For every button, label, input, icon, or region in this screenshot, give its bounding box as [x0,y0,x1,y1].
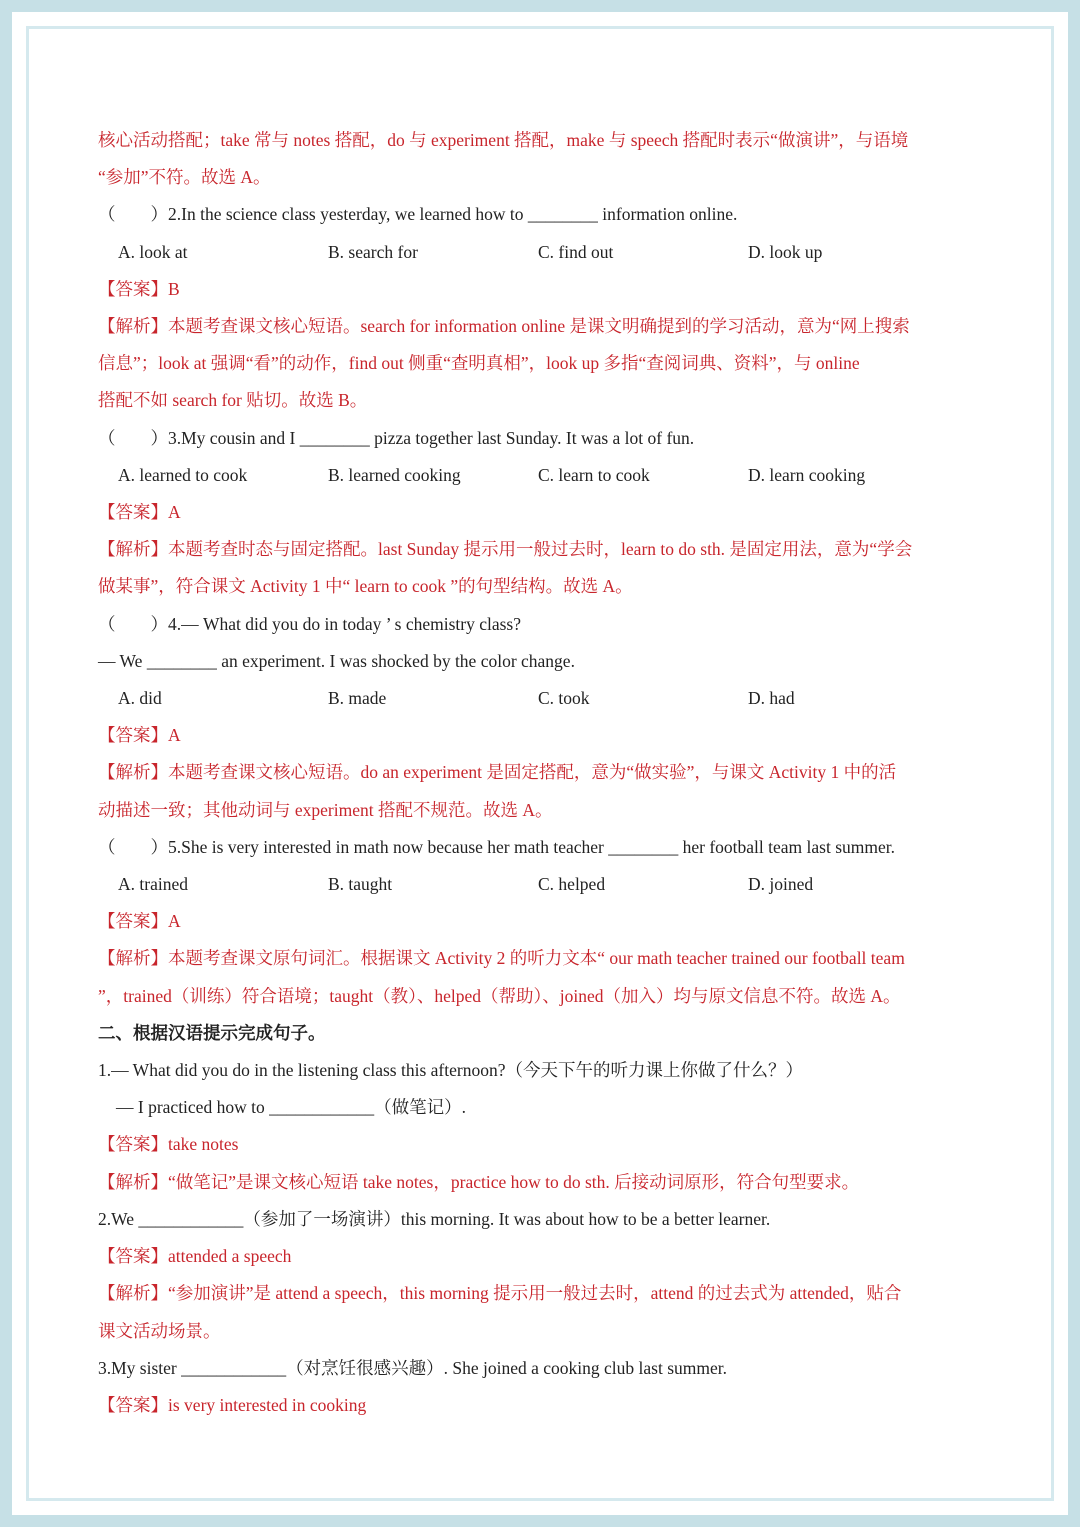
answer-option: A. trained [118,874,188,895]
answer-options [98,866,988,903]
answer-explanation-line: 【解析】“参加演讲”是 attend a speech，this morning 提示用一般过去时，attend 的过去式为 attended，贴合 [98,1283,902,1304]
answer-option: C. learn to cook [538,464,650,485]
answer-explanation-line: 课文活动场景。 [98,1320,221,1341]
answer-explanation-line: 【答案】attended a speech [98,1246,292,1267]
question-line: （ ）2.In the science class yesterday, we learned how to ________ information online. [98,204,738,225]
answer-option: C. helped [538,874,606,895]
answer-option: B. taught [328,874,393,895]
answer-option: B. search for [328,241,418,262]
answer-option: D. look up [748,241,823,262]
answer-explanation-line: 【解析】本题考查时态与固定搭配。last Sunday 提示用一般过去时，learn to do sth. 是固定用法，意为“学会 [98,539,913,560]
question-line: 2.We ____________（参加了一场演讲）this morning. It was about how to be a better learner. [98,1208,771,1229]
answer-options [98,680,988,717]
answer-option: C. took [538,688,590,709]
question-line: （ ）4.— What did you do in today ’ s chemistry class? [98,613,522,634]
answer-explanation-line: 【解析】本题考查课文核心短语。search for information online 是课文明确提到的学习活动，意为“网上搜索 [98,316,910,337]
answer-explanation-line: 【答案】B [98,278,180,299]
answer-explanation-line: 【解析】本题考查课文原句词汇。根据课文 Activity 2 的听力文本“ our math teacher trained our football team [98,948,905,969]
answer-explanation-line: ”，trained（训练）符合语境；taught（教）、helped（帮助）、joined（加入）均与原文信息不符。故选 A。 [98,985,901,1006]
answer-explanation-line: 【答案】take notes [98,1134,239,1155]
question-line: — We ________ an experiment. I was shocked by the color change. [98,650,575,671]
question-line: — I practiced how to ____________（做笔记）. [116,1097,466,1118]
answer-explanation-line: 做某事”，符合课文 Activity 1 中“ learn to cook ”的句型结构。故选 A。 [98,576,633,597]
answer-option: D. learn cooking [748,464,866,485]
question-line: （ ）5.She is very interested in math now because her math teacher ________ her football team last summer. [98,836,896,857]
answer-option: C. find out [538,241,614,262]
answer-option: A. did [118,688,162,709]
answer-option: D. joined [748,874,814,895]
answer-explanation-line: 【解析】“做笔记”是课文核心短语 take notes，practice how to do sth. 后接动词原形，符合句型要求。 [98,1171,860,1192]
answer-explanation-line: “参加”不符。故选 A。 [98,167,271,188]
answer-explanation-line: 搭配不如 search for 贴切。故选 B。 [98,390,368,411]
answer-explanation-line: 动描述一致；其他动词与 experiment 搭配不规范。故选 A。 [98,799,553,820]
answer-explanation-line: 【解析】本题考查课文核心短语。do an experiment 是固定搭配，意为“做实验”，与课文 Activity 1 中的活 [98,762,897,783]
question-line: 1.— What did you do in the listening class this afternoon?（今天下午的听力课上你做了什么？） [98,1060,803,1081]
section-heading: 二、根据汉语提示完成句子。 [98,1022,326,1043]
answer-option: A. learned to cook [118,464,248,485]
answer-explanation-line: 【答案】A [98,911,181,932]
worksheet-content [98,122,988,1424]
answer-option: D. had [748,688,795,709]
question-line: 3.My sister ____________（对烹饪很感兴趣）. She joined a cooking club last summer. [98,1357,727,1378]
answer-explanation-line: 【答案】is very interested in cooking [98,1394,367,1415]
answer-option: B. made [328,688,387,709]
answer-option: B. learned cooking [328,464,461,485]
answer-explanation-line: 【答案】A [98,502,181,523]
answer-options [98,234,988,271]
answer-explanation-line: 【答案】A [98,725,181,746]
question-line: （ ）3.My cousin and I ________ pizza together last Sunday. It was a lot of fun. [98,427,695,448]
answer-options [98,457,988,494]
answer-option: A. look at [118,241,188,262]
answer-explanation-line: 信息”；look at 强调“看”的动作，find out 侧重“查明真相”，look up 多指“查阅词典、资料”，与 online [98,353,860,374]
answer-explanation-line: 核心活动搭配；take 常与 notes 搭配，do 与 experiment 搭配，make 与 speech 搭配时表示“做演讲”，与语境 [98,130,909,150]
